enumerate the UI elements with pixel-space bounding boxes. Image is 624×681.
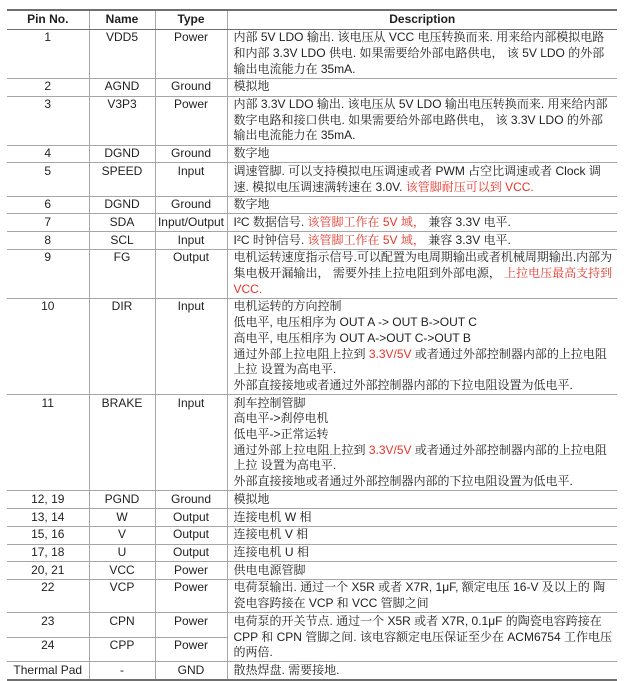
description-paragraph [234,580,614,611]
description-text: 连接电机 V 相 [233,527,309,542]
pin-cell: 1 [7,29,89,78]
description-highlight-red: 该管脚工作在 5V 域， [307,214,425,229]
description-paragraph [234,233,614,249]
description-paragraph [234,492,614,508]
table-row [7,395,617,491]
name-cell: DGND [89,196,155,214]
header-row [7,10,617,29]
type-cell: Ground [155,196,227,214]
pin-cell: 10 [7,298,89,394]
description-text: 外部直接接地或者通过外部控制器内部的下拉电阻设置为低电平. [233,474,573,489]
name-cell: SCL [89,232,155,250]
type-cell: Input [155,298,227,394]
description-text: I²C 数据信号. [233,214,308,229]
table-row [7,214,617,232]
table-row [7,579,617,612]
pin-cell: 5 [7,163,89,196]
name-cell: VCP [89,579,155,612]
description-paragraph [234,378,614,394]
pin-cell: 9 [7,249,89,298]
type-cell: Input [155,232,227,250]
type-cell: Output [155,249,227,298]
name-cell: DIR [89,298,155,394]
description-text: 内部 3.3V LDO 输出. 该电压从 5V LDO 输出电压转换而来. 用来给内部数字电路和接口供电. 如果需要给外部电路供电， 该 3.3V LDO 的外部输出电流能力在 35mA. [233,97,608,143]
description-text: 散热焊盘. 需要接地. [233,662,340,677]
table-row [7,491,617,509]
table-row [7,249,617,298]
type-cell: Power [155,579,227,612]
table-row [7,78,617,96]
table-body [7,29,617,680]
description-highlight-red: 该管脚工作在 5V 域， [307,232,425,247]
description-paragraph [234,146,614,162]
header-name: Name [89,10,155,29]
type-cell: Input [155,395,227,491]
description-highlight-red: 上拉电压最高支持到 VCC. [233,266,613,296]
description-cell [227,96,617,145]
description-paragraph [234,250,614,297]
description-text: 连接电机 W 相 [233,509,312,524]
type-cell: Power [155,637,227,662]
table-header [7,10,617,29]
table-row [7,298,617,394]
table-row [7,29,617,78]
table-row [7,562,617,580]
table-row [7,662,617,680]
description-text: 或者通过外部控制器内部的上拉电阻上拉 设置为高电平. [233,346,607,377]
description-paragraph [234,510,614,526]
type-cell: Ground [155,491,227,509]
description-cell [227,526,617,544]
description-text: 电机运转的方向控制 [233,299,342,314]
type-cell: Power [155,29,227,78]
type-cell: Ground [155,78,227,96]
description-cell [227,163,617,196]
description-text: 模拟地 [233,491,270,506]
name-cell: V [89,526,155,544]
description-paragraph [234,443,614,474]
pin-cell: 4 [7,145,89,163]
description-text: 连接电机 U 相 [233,545,309,559]
description-paragraph [234,79,614,95]
name-cell: DGND [89,145,155,163]
description-text: 高电平->刹停电机 [233,411,329,426]
table-row [7,96,617,145]
description-cell [227,544,617,562]
type-cell: Input/Output [155,214,227,232]
table-row [7,232,617,250]
table-row [7,196,617,214]
pin-cell: 2 [7,78,89,96]
description-text: 通过外部上拉电阻上拉到 [233,346,369,361]
description-highlight-red: 该管脚耐压可以到 VCC. [405,179,534,194]
name-cell: CPN [89,613,155,638]
pin-cell: 8 [7,232,89,250]
header-description: Description [227,10,617,29]
pin-cell: Thermal Pad [7,662,89,680]
pin-cell: 13, 14 [7,509,89,527]
description-text: 低电平, 电压相序为 OUT A -> OUT B->OUT C [233,315,477,330]
name-cell: V3P3 [89,96,155,145]
description-cell [227,395,617,491]
pin-cell: 3 [7,96,89,145]
description-paragraph [234,663,614,679]
name-cell: SDA [89,214,155,232]
description-paragraph [234,197,614,213]
description-paragraph [234,347,614,378]
description-paragraph [234,97,614,144]
name-cell: AGND [89,78,155,96]
description-paragraph [234,315,614,331]
description-text: 电机运转速度指示信号.可以配置为电周期输出或者机械周期输出.内部为集电极开漏输出， 需要外挂上拉电阻到外部电源， [233,250,613,281]
pin-cell: 17, 18 [7,544,89,562]
description-text: 通过外部上拉电阻上拉到 [233,442,369,457]
name-cell: W [89,509,155,527]
pin-cell: 24 [7,637,89,662]
description-text: 兼容 3.3V 电平. [424,232,511,247]
description-highlight-red: 3.3V/5V [368,442,412,457]
description-cell [227,196,617,214]
description-paragraph [234,215,614,231]
description-paragraph [234,30,614,77]
description-paragraph [234,396,614,412]
table-row [7,163,617,196]
description-text: 电荷泵输出. 通过一个 X5R 或者 X7R, 1μF, 额定电压 16-V 及以上的 陶瓷电容跨接在 VCP 和 VCC 管脚之间 [233,580,606,611]
table-row [7,526,617,544]
description-paragraph [234,299,614,315]
description-cell [227,298,617,394]
description-text: 外部直接接地或者通过外部控制器内部的下拉电阻设置为低电平. [233,377,573,392]
type-cell: Power [155,96,227,145]
type-cell: Output [155,526,227,544]
name-cell: VDD5 [89,29,155,78]
table-row [7,509,617,527]
description-text: 内部 5V LDO 输出. 该电压从 VCC 电压转换而来. 用来给内部模拟电路和内部 3.3V LDO 供电. 如果需要给外部电路供电， 该 5V LDO 的外部输出电流能力在 35mA. [233,30,605,76]
description-text: 数字地 [233,197,270,212]
description-paragraph [234,164,614,195]
description-text: 调速管脚. 可以支持模拟电压调速或者 PWM 占空比调速或者 Clock 调速. 模拟电压调速满转速在 3.0V. [233,163,601,194]
description-text: I²C 时钟信号. [233,232,308,247]
description-paragraph [234,614,614,661]
description-text: 低电平->正常运转 [233,427,329,442]
description-text: 数字地 [233,146,270,161]
name-cell: - [89,662,155,680]
description-cell [227,562,617,580]
description-cell [227,613,617,662]
description-paragraph [234,331,614,347]
description-cell [227,214,617,232]
name-cell: U [89,544,155,562]
description-cell [227,491,617,509]
description-paragraph [234,545,614,561]
table-row [7,145,617,163]
type-cell: Output [155,509,227,527]
pin-cell: 12, 19 [7,491,89,509]
table-row [7,544,617,562]
name-cell: SPEED [89,163,155,196]
pin-cell: 7 [7,214,89,232]
description-paragraph [234,563,614,579]
description-paragraph [234,527,614,543]
description-paragraph [234,427,614,443]
pin-description-table [7,9,617,681]
description-text: 模拟地 [233,79,270,94]
pin-cell: 20, 21 [7,562,89,580]
type-cell: Input [155,163,227,196]
name-cell: BRAKE [89,395,155,491]
header-pin-no: Pin No. [7,10,89,29]
type-cell: GND [155,662,227,680]
pin-cell: 6 [7,196,89,214]
description-cell [227,509,617,527]
name-cell: CPP [89,637,155,662]
type-cell: Power [155,613,227,638]
description-paragraph [234,474,614,490]
type-cell: Ground [155,145,227,163]
description-text: 刹车控制管脚 [233,395,306,410]
name-cell: VCC [89,562,155,580]
description-text: 供电电源管脚 [233,562,306,577]
description-cell [227,78,617,96]
description-text: 高电平, 电压相序为 OUT A->OUT C->OUT B [233,330,471,345]
description-text: 或者通过外部控制器内部的上拉电阻上拉 设置为高电平. [233,442,607,473]
table-row [7,613,617,638]
pin-cell: 22 [7,579,89,612]
type-cell: Output [155,544,227,562]
description-cell [227,579,617,612]
description-cell [227,232,617,250]
description-cell [227,662,617,680]
description-cell [227,145,617,163]
description-text: 兼容 3.3V 电平. [424,214,511,229]
name-cell: PGND [89,491,155,509]
description-cell [227,249,617,298]
pin-cell: 15, 16 [7,526,89,544]
description-paragraph [234,411,614,427]
name-cell: FG [89,249,155,298]
description-cell [227,29,617,78]
type-cell: Power [155,562,227,580]
pin-cell: 11 [7,395,89,491]
description-highlight-red: 3.3V/5V [368,346,412,361]
pin-cell: 23 [7,613,89,638]
header-type: Type [155,10,227,29]
description-text: 电荷泵的开关节点. 通过一个 X5R 或者 X7R, 0.1μF 的陶瓷电容跨接在 CPP 和 CPN 管脚之间. 该电容额定电压保证至少在 ACM6754 工作电压的两倍. [233,613,612,660]
